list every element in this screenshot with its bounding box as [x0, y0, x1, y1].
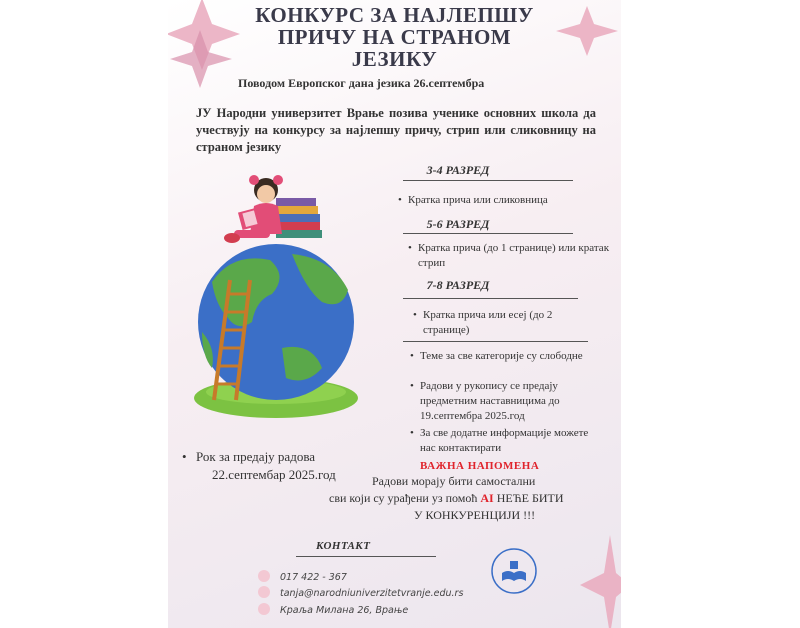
list-item: • Кратка прича или есеј (до 2 странице) [413, 309, 553, 336]
deadline-label: Рок за предају радова [196, 449, 316, 464]
phone-icon [258, 570, 270, 582]
divider [403, 233, 573, 234]
important-heading: ВАЖНА НАПОМЕНА [420, 460, 540, 472]
divider [403, 180, 573, 181]
poster [168, 0, 621, 628]
grade-heading-7-8: 7-8 РАЗРЕД [426, 278, 490, 292]
important-line: Радови морају бити самостални [372, 474, 536, 488]
list-item: • Кратка прича (до 1 странице) или кратак стрип [408, 242, 610, 269]
sparkle-icon [560, 535, 621, 628]
location-icon [258, 603, 270, 615]
grade-heading-5-6: 5-6 РАЗРЕД [426, 217, 490, 231]
contact-address: Краља Милана 26, Врање [280, 605, 408, 616]
subtitle: Поводом Европског дана језика 26.септембра [238, 76, 485, 90]
divider [403, 298, 578, 299]
contact-phone: 017 422 - 367 [280, 572, 347, 583]
list-item: • Кратка прича или сликовница [398, 194, 548, 206]
grade-heading-3-4: 3-4 РАЗРЕД [426, 163, 490, 177]
page-title: КОНКУРС ЗА НАЈЛЕПШУ ПРИЧУ НА СТРАНОМ ЈЕЗИКУ [255, 3, 534, 71]
sparkle-icon [170, 30, 232, 88]
divider [403, 341, 588, 342]
important-line: У КОНКУРЕНЦИЈИ !!! [414, 508, 536, 522]
deadline: • Рок за предају радова 22.септембар 2025.год [182, 448, 382, 484]
contact-heading: КОНТАКТ [316, 540, 371, 552]
divider [296, 556, 436, 557]
email-icon [258, 586, 270, 598]
contact-email: tanja@narodniuniverzitetvranje.edu.rs [280, 588, 463, 599]
globe-illustration [172, 172, 384, 424]
list-item: • Радови у рукопису се предају предметним наставницима до 19.септембра 2025.год [410, 380, 560, 422]
deadline-date: 22.септембар 2025.год [212, 467, 336, 482]
intro-text: ЈУ Народни универзитет Врање позива ученике основних школа да учествују на конкурсу за најлепшу причу, стрип или сликовницу на страном језику [196, 106, 596, 154]
ai-label: AI [480, 491, 494, 505]
institution-logo [490, 547, 538, 595]
list-item: • Теме за све категорије су слободне [410, 350, 583, 362]
important-line: сви који су урађени уз помоћ AI НЕЋЕ БИТИ [329, 491, 564, 505]
sparkle-icon [556, 6, 618, 56]
list-item: • За све додатне информације можете нас контактирати [410, 427, 589, 454]
